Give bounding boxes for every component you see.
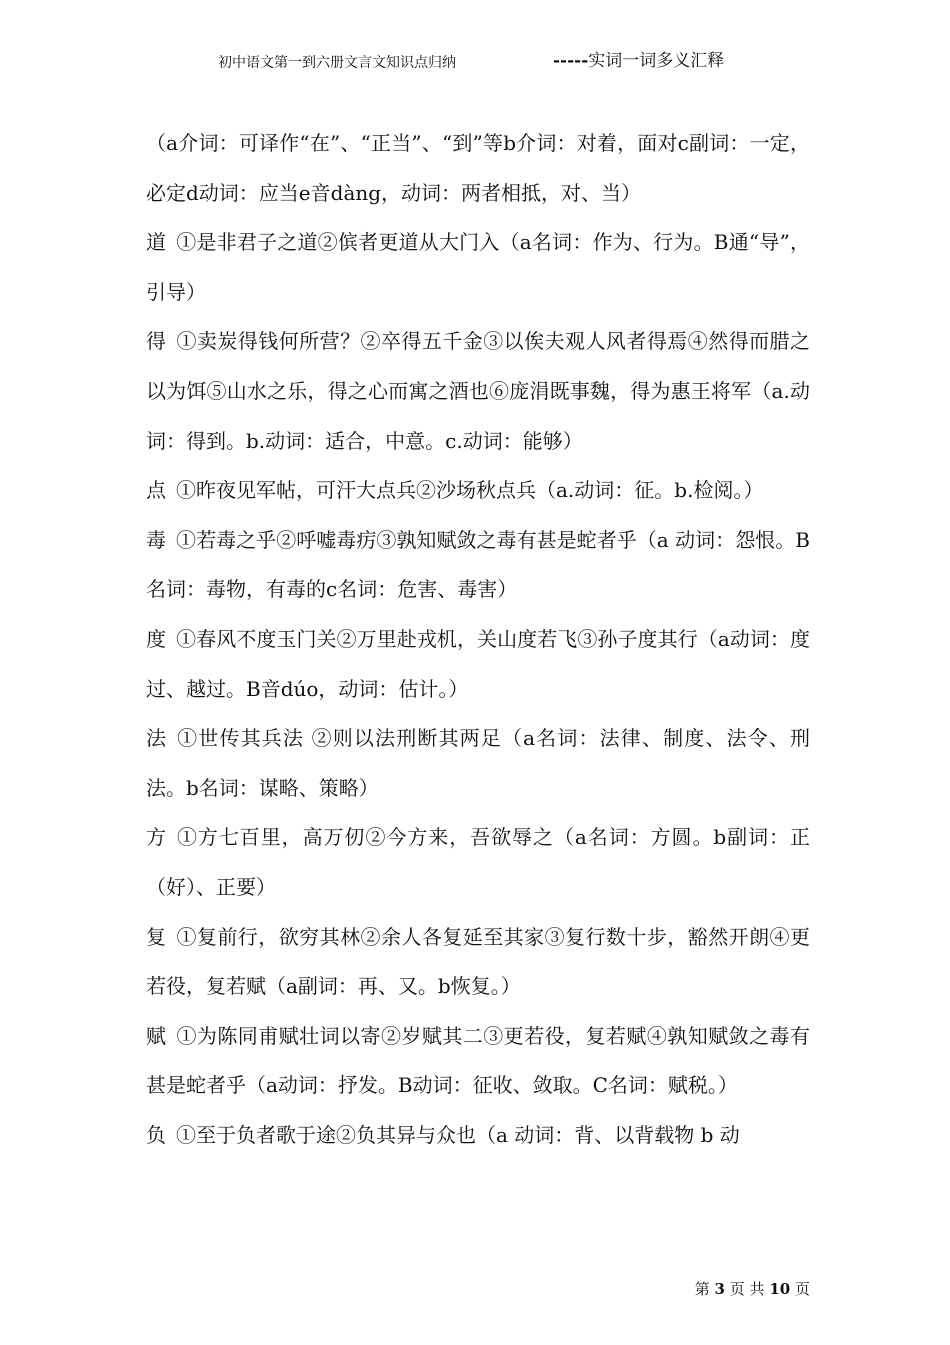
- entry-text: ①世传其兵法 ②则以法刑断其两足（a名词：法律、制度、法令、刑法。b名词：谋略、策略）: [146, 726, 811, 800]
- entry-du-cross: [146, 615, 810, 714]
- entry-term: 赋: [146, 1023, 167, 1048]
- entry-du-poison: [146, 516, 810, 615]
- footer-total-pages: 10: [769, 1280, 791, 1298]
- entry-term: 毒: [146, 527, 167, 552]
- entry-text: ①复前行，欲穷其林②余人各复延至其家③复行数十步，豁然开朗④更若役，复若赋（a副词：再、又。b恢复。）: [146, 924, 811, 999]
- entry-de: [146, 317, 810, 466]
- entry-term: 点: [146, 478, 166, 503]
- entry-text: ①春风不度玉门关②万里赴戎机，关山度若飞③孙子度其行（a动词：度过、越过。B音dúo，动词：估计。）: [146, 626, 810, 701]
- header-dashes: -----: [553, 51, 589, 71]
- entry-term: 道: [146, 230, 167, 255]
- entry-text: ①昨夜见军帖，可汗大点兵②沙场秋点兵（a.动词：征。b.检阅。）: [176, 478, 764, 503]
- document-body: [146, 119, 810, 1160]
- entry-text: ①至于负者歌于途②负其异与众也（a 动词：背、以背载物 b 动: [176, 1122, 740, 1147]
- entry-term: 复: [146, 924, 167, 949]
- entry-fu-carry: [146, 1111, 810, 1161]
- entry-term: 得: [146, 329, 167, 354]
- page-footer: [0, 1278, 810, 1299]
- footer-middle: 页 共: [729, 1280, 765, 1298]
- entry-continuation: [146, 119, 810, 218]
- entry-term: 方: [146, 825, 167, 850]
- entry-term: 法: [146, 726, 168, 751]
- entry-term: 负: [146, 1122, 166, 1147]
- entry-fu-tax: [146, 1012, 810, 1111]
- entry-fu-again: [146, 913, 810, 1012]
- page-header: [0, 46, 950, 76]
- entry-fang: [146, 813, 810, 912]
- entry-term: 度: [146, 626, 167, 651]
- entry-text: ①若毒之乎②呼嘘毒疠③孰知赋敛之毒有甚是蛇者乎（a 动词：怨恨。B名词：毒物，有毒的c名词：危害、毒害）: [146, 527, 811, 602]
- footer-suffix: 页: [794, 1280, 810, 1298]
- footer-prefix: 第: [694, 1280, 710, 1298]
- entry-dian: [146, 466, 810, 516]
- header-doc-title: 初中语文第一到六册文言文知识点归纳: [218, 55, 456, 71]
- header-section-title: [553, 46, 724, 71]
- entry-text: （a介词：可译作“在”、“正当”、“到”等b介词：对着，面对c副词：一定，必定d动词：应当e音dàng，动词：两者相抵，对、当）: [146, 131, 810, 205]
- entry-text: ①卖炭得钱何所营？②卒得五千金③以俟夫观人风者得焉④然得而腊之以为饵⑤山水之乐，得之心而寓之酒也⑥庞涓既事魏，得为惠王将军（a.动词：得到。b.动词：适合，中意。c.动词：能够）: [146, 329, 811, 453]
- footer-page-number: 3: [714, 1280, 725, 1298]
- entry-fa: [146, 714, 810, 813]
- entry-text: ①为陈同甫赋壮词以寄②岁赋其二③更若役，复若赋④孰知赋敛之毒有甚是蛇者乎（a动词：抒发。B动词：征收、敛取。C名词：赋税。）: [146, 1023, 811, 1098]
- entry-dao: [146, 218, 810, 317]
- header-section-label: 实词一词多义汇释: [588, 51, 725, 71]
- entry-text: ①方七百里，高万仞②今方来，吾欲辱之（a名词：方圆。b副词：正（好）、正要）: [146, 825, 811, 899]
- entry-text: ①是非君子之道②傧者更道从大门入（a名词：作为、行为。B通“导”，引导）: [146, 230, 811, 304]
